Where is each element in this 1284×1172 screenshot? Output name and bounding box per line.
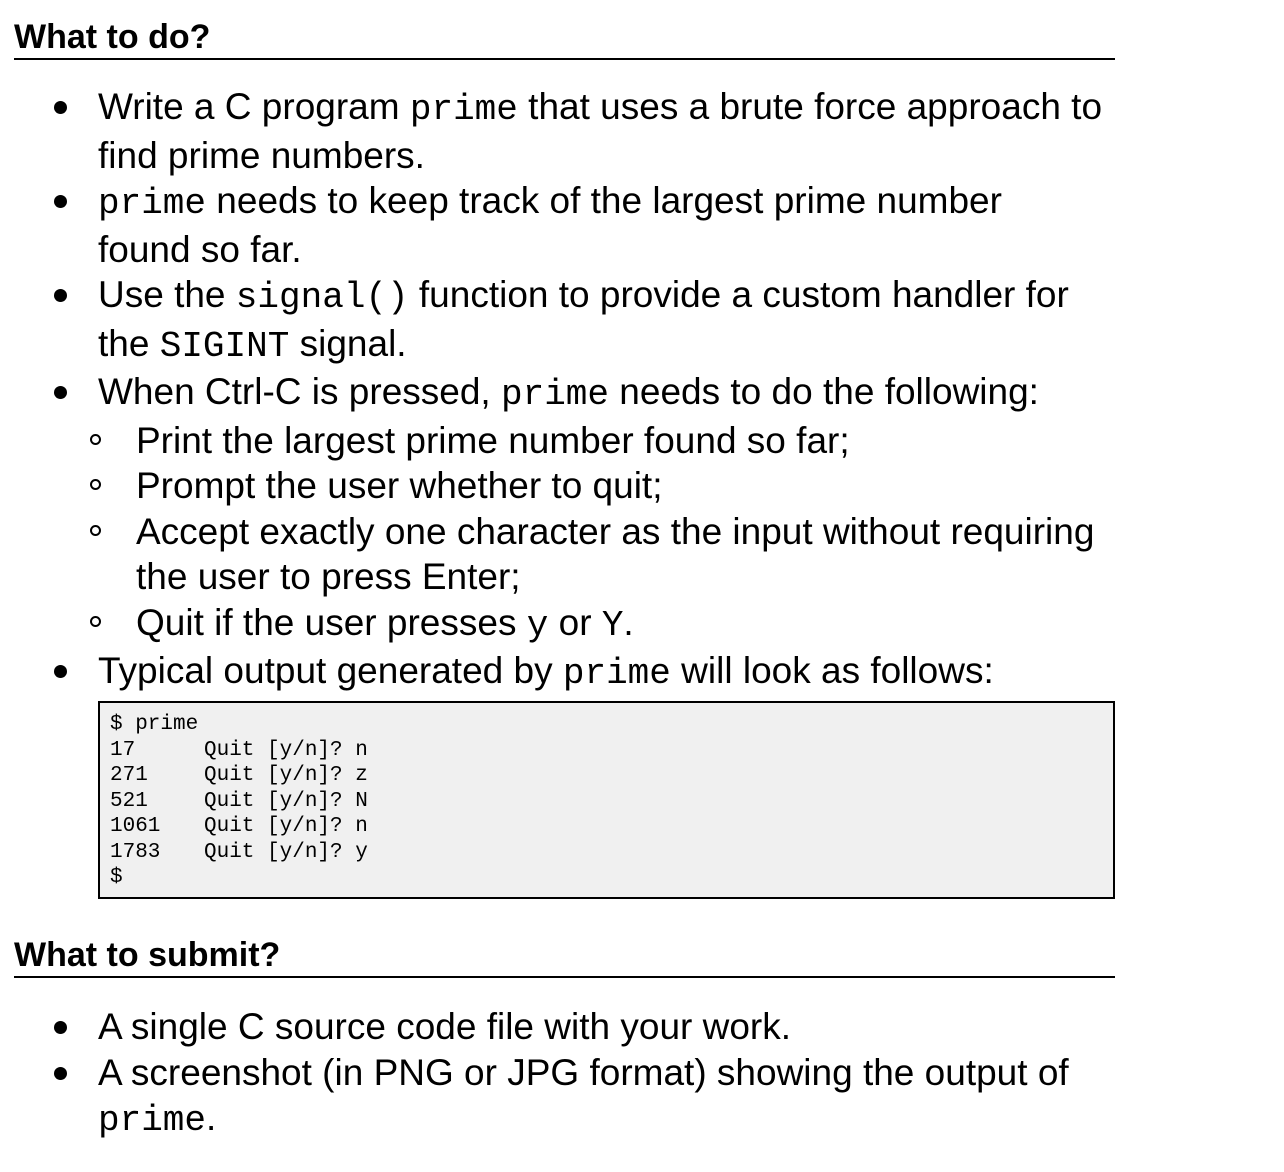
text-line <box>98 369 1130 418</box>
text-run: Print the largest prime number found so far; <box>136 419 850 461</box>
text-run: will look as follows: <box>670 650 994 691</box>
text-run: . <box>206 1097 217 1138</box>
prime-number: 271 <box>110 764 148 787</box>
inline-code: prime <box>409 89 518 130</box>
quit-prompt: Quit [y/n]? y <box>204 840 368 864</box>
terminal-output-block <box>98 701 1115 899</box>
text-run: Accept exactly one character as the input without requiring <box>136 510 1095 552</box>
bullet-icon <box>54 665 67 678</box>
terminal-row <box>110 738 1113 764</box>
text-run: signal. <box>289 322 407 364</box>
text-run: that uses a brute force approach to <box>517 86 1103 127</box>
terminal-row <box>110 763 1113 789</box>
text-line <box>98 178 1130 227</box>
inline-code: Y <box>601 604 624 646</box>
text-run: the <box>98 322 160 364</box>
bullet-item <box>0 178 1130 272</box>
section-heading-what-to-submit: What to submit? <box>14 936 1115 978</box>
inline-code: y <box>526 604 549 646</box>
bullet-icon <box>54 1021 67 1034</box>
text-run: . <box>623 601 634 643</box>
text-line <box>98 1004 1130 1050</box>
text-line <box>136 418 1130 464</box>
text-line <box>98 321 1130 370</box>
inline-code: prime <box>98 1100 207 1141</box>
hollow-bullet-icon <box>90 616 101 627</box>
terminal-final-prompt: $ <box>110 866 123 889</box>
text-line <box>136 600 1130 649</box>
submission-list <box>0 1004 1130 1144</box>
text-line <box>136 554 1130 600</box>
text-run: the user to press Enter; <box>136 556 521 597</box>
text-run: A screenshot (in PNG or JPG format) showing the output of <box>98 1051 1069 1093</box>
text-line <box>98 272 1130 321</box>
text-line <box>98 133 1130 179</box>
quit-prompt: Quit [y/n]? n <box>204 738 368 762</box>
text-run: find prime numbers. <box>98 134 425 176</box>
text-run: needs to keep track of the largest prime number <box>206 180 1002 221</box>
text-run: Typical output generated by <box>98 650 563 691</box>
text-run: Quit if the user presses <box>136 601 527 643</box>
bullet-item <box>0 369 1130 418</box>
quit-prompt: Quit [y/n]? N <box>204 789 368 813</box>
prime-number: 521 <box>110 789 148 813</box>
bullet-item <box>0 84 1130 178</box>
section-heading-what-to-do: What to do? <box>14 18 1115 60</box>
text-run: found so far. <box>98 228 302 270</box>
hollow-bullet-icon <box>90 479 101 490</box>
bullet-icon <box>54 289 67 302</box>
prime-number: 1783 <box>110 840 161 864</box>
sub-bullet-item <box>0 509 1130 600</box>
text-run: When Ctrl-C is pressed, <box>98 371 501 412</box>
bullet-icon <box>54 1067 67 1080</box>
text-run: needs to do the following: <box>609 371 1039 412</box>
inline-code: SIGINT <box>159 325 290 367</box>
bullet-item <box>0 1050 1130 1144</box>
inline-code: prime <box>562 653 671 694</box>
inline-code: prime <box>501 374 610 415</box>
bullet-icon <box>54 101 67 114</box>
bullet-item <box>0 648 1130 697</box>
sub-bullet-item <box>0 463 1130 509</box>
text-run: Use the <box>98 274 236 315</box>
text-run: Write a C program <box>98 86 410 127</box>
text-line <box>98 227 1130 273</box>
sub-bullet-item <box>0 418 1130 464</box>
bullet-item <box>0 1004 1130 1050</box>
bullet-icon <box>54 386 67 399</box>
terminal-row <box>110 840 1113 866</box>
text-run: or <box>548 601 602 643</box>
text-line <box>136 463 1130 509</box>
text-line <box>98 1095 1130 1144</box>
quit-prompt: Quit [y/n]? n <box>204 815 368 838</box>
inline-code: prime <box>98 183 207 224</box>
prime-number: 17 <box>110 738 136 762</box>
terminal-row <box>110 789 1113 815</box>
text-run: Prompt the user whether to quit; <box>136 465 663 506</box>
hollow-bullet-icon <box>90 434 101 445</box>
hollow-bullet-icon <box>90 525 101 536</box>
terminal-command: $ prime <box>110 713 199 736</box>
sub-bullet-item <box>0 600 1130 649</box>
text-line <box>98 84 1130 133</box>
prime-number: 1061 <box>110 815 161 838</box>
text-line <box>136 509 1130 555</box>
text-run: function to provide a custom handler for <box>408 274 1069 315</box>
bullet-item <box>0 272 1130 369</box>
inline-code: signal() <box>235 277 409 318</box>
text-line <box>98 1050 1130 1096</box>
text-run: A single C source code file with your work. <box>98 1006 792 1047</box>
quit-prompt: Quit [y/n]? z <box>204 764 368 787</box>
bullet-icon <box>54 195 67 208</box>
text-line <box>98 648 1130 697</box>
instructions-list <box>0 84 1130 697</box>
terminal-row <box>110 814 1113 840</box>
